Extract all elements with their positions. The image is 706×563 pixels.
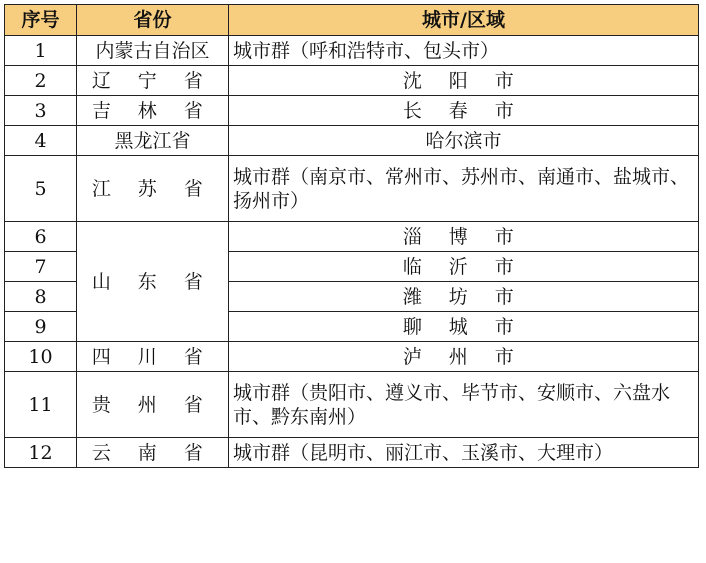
header-city: 城市/区域 xyxy=(229,5,699,36)
province-cell: 内蒙古自治区 xyxy=(77,36,229,66)
row-number: 11 xyxy=(5,372,77,438)
row-number: 2 xyxy=(5,66,77,96)
table-row xyxy=(5,156,699,222)
row-number: 5 xyxy=(5,156,77,222)
city-cell: 城市群（南京市、常州市、苏州市、南通市、盐城市、扬州市） xyxy=(229,156,699,222)
province-cell: 江 苏 省 xyxy=(77,156,229,222)
province-cell: 黑龙江省 xyxy=(77,126,229,156)
header-row xyxy=(5,5,699,36)
row-number: 7 xyxy=(5,252,77,282)
row-number: 3 xyxy=(5,96,77,126)
city-cell: 潍 坊 市 xyxy=(229,282,699,312)
province-cell: 吉 林 省 xyxy=(77,96,229,126)
table-row xyxy=(5,438,699,468)
province-cell: 辽 宁 省 xyxy=(77,66,229,96)
city-cell: 泸 州 市 xyxy=(229,342,699,372)
province-cell: 贵 州 省 xyxy=(77,372,229,438)
row-number: 10 xyxy=(5,342,77,372)
row-number: 12 xyxy=(5,438,77,468)
city-cell: 城市群（昆明市、丽江市、玉溪市、大理市） xyxy=(229,438,699,468)
province-cell: 四 川 省 xyxy=(77,342,229,372)
table-row xyxy=(5,126,699,156)
province-cell: 山 东 省 xyxy=(77,222,229,342)
table-row xyxy=(5,372,699,438)
row-number: 4 xyxy=(5,126,77,156)
table-row xyxy=(5,342,699,372)
city-cell: 城市群（贵阳市、遵义市、毕节市、安顺市、六盘水市、黔东南州） xyxy=(229,372,699,438)
table-row xyxy=(5,96,699,126)
table-row xyxy=(5,36,699,66)
city-table xyxy=(4,4,699,468)
row-number: 8 xyxy=(5,282,77,312)
city-cell: 沈 阳 市 xyxy=(229,66,699,96)
city-cell: 城市群（呼和浩特市、包头市） xyxy=(229,36,699,66)
row-number: 9 xyxy=(5,312,77,342)
row-number: 6 xyxy=(5,222,77,252)
header-no: 序号 xyxy=(5,5,77,36)
city-cell: 聊 城 市 xyxy=(229,312,699,342)
table-row xyxy=(5,66,699,96)
header-province: 省份 xyxy=(77,5,229,36)
city-cell: 哈尔滨市 xyxy=(229,126,699,156)
table-row xyxy=(5,222,699,252)
city-cell: 长 春 市 xyxy=(229,96,699,126)
province-cell: 云 南 省 xyxy=(77,438,229,468)
city-cell: 淄 博 市 xyxy=(229,222,699,252)
row-number: 1 xyxy=(5,36,77,66)
city-cell: 临 沂 市 xyxy=(229,252,699,282)
